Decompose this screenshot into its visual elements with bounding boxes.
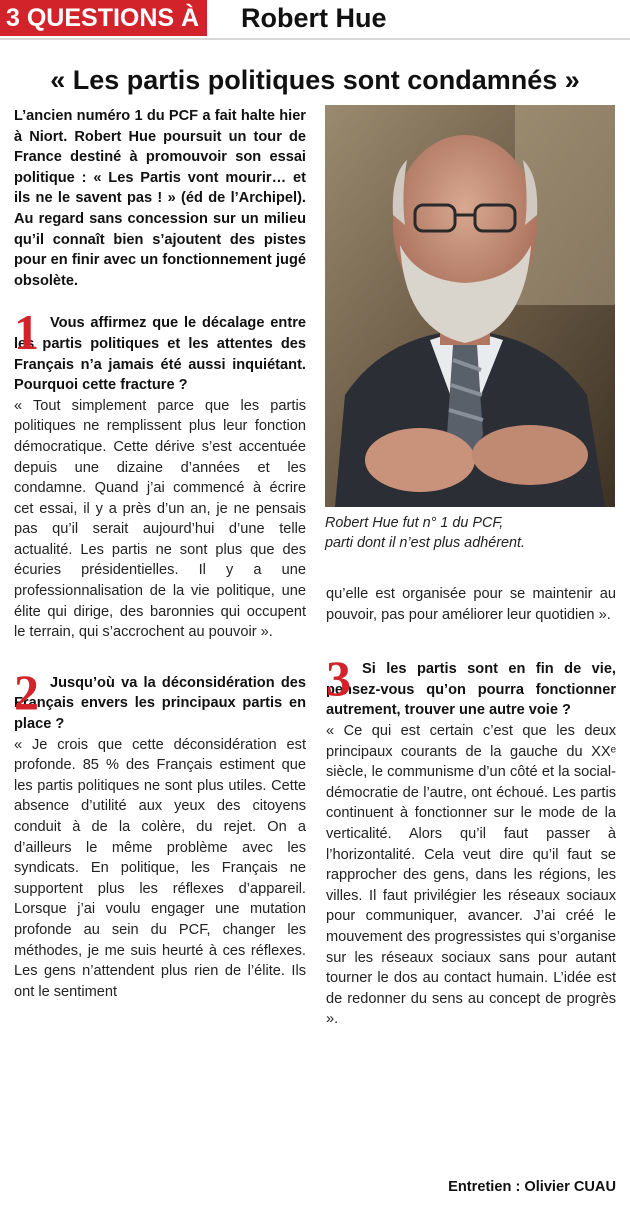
rubric-header — [0, 0, 630, 40]
interview-signature: Entretien : Olivier CUAU — [448, 1179, 616, 1195]
question-number-1: 1 — [14, 304, 39, 361]
interviewee-name: Robert Hue — [241, 3, 387, 33]
right-column — [326, 584, 616, 1030]
question-3 — [326, 650, 616, 721]
photo-caption — [325, 513, 625, 553]
portrait-photo — [325, 105, 615, 507]
article-intro: L’ancien numéro 1 du PCF a fait halte hier à Niort. Robert Hue poursuit un tour de France destiné à promouvoir son essai politique : « Les Partis vont mourir… et ils ne le savent pas ! » (éd de l’Archipel). Au regard sans concession sur un milieu qu’il connaît bien s’ajoutent des pistes pour en finir avec un fonctionnement jugé obsolète. — [14, 108, 306, 289]
article-headline: « Les partis politiques sont condamnés » — [50, 65, 580, 95]
question-number-3: 3 — [326, 650, 351, 707]
question-2 — [14, 663, 306, 735]
photo-caption-line-2: parti dont il n’est plus adhérent. — [325, 535, 525, 551]
question-3-text: Si les partis sont en fin de vie, pensez-vous qu’on pourra fonctionner autrement, trouver une autre voie ? — [326, 661, 616, 719]
question-number-2: 2 — [14, 663, 39, 720]
portrait-illustration — [325, 105, 615, 507]
answer-2-continued: qu’elle est organisée pour se maintenir au pouvoir, pas pour améliorer leur quotidien ». — [326, 586, 616, 623]
answer-2-text: « Je crois que cette déconsidération est profonde. 85 % des Français estiment que les partis politiques ne sont plus utiles. Cette absence d’utilité aux yeux des citoyens conduit à de la colère, du rejet. On a d’ailleurs le même problème avec les syndicats. En politique, les Français ne supportent plus les réflexes d’appareil. Lorsque j’ai voulu engager une mutation profonde au sein du PCF, changer les méthodes, je me suis heurté à ces réflexes. Les gens n’attendent plus rien de l’élite. Ils ont le sentiment — [14, 736, 306, 1000]
question-2-text: Jusqu’où va la déconsidération des Français envers les principaux partis en place ? — [14, 674, 306, 733]
photo-caption-line-1: Robert Hue fut n° 1 du PCF, — [325, 515, 504, 531]
left-column — [14, 106, 306, 1002]
answer-1-text: « Tout simplement parce que les partis politiques ne remplissent plus leur fonction démocratique. Cette dérive s’est accentuée depuis une dizaine d’années et les condamne. Quand j’ai commencé à écrire cet essai, il y a près d’un an, je ne pensais pas qu’il serait aujourd’hui d’une telle actualité. Les partis ne sont plus que des écuries présidentielles. Il y a une professionnalisation de la vie politique, une élite qui dirige, des baronnies qui occupent le terrain, qui s’accrochent au pouvoir ». — [14, 397, 306, 641]
question-1-text: Vous affirmez que le décalage entre les partis politiques et les attentes des Français n’a jamais été aussi inquiétant. Pourquoi cette fracture ? — [14, 315, 306, 394]
rubric-tag: 3 QUESTIONS À — [0, 0, 207, 36]
answer-3-text: « Ce qui est certain c’est que les deux principaux courants de la gauche du XXᵉ siècle, le communisme d’un côté et la social-démocratie de l’autre, ont échoué. Les partis continuent à fonctionner sur le mode de la verticalité. Alors qu’il faut passer à l’horizontalité. Cela veut dire qu’il faut se rapprocher des gens, dans les régions, les villes. Il faut privilégier les réseaux sociaux pour communiquer, avancer. J’ai créé le mouvement des progressistes qui s’organise sur les réseaux sociaux sans pour autant tourner le dos au contact humain. L’idée est de redonner du sens au concept de progrès ». — [326, 722, 616, 1028]
question-1 — [14, 304, 306, 395]
